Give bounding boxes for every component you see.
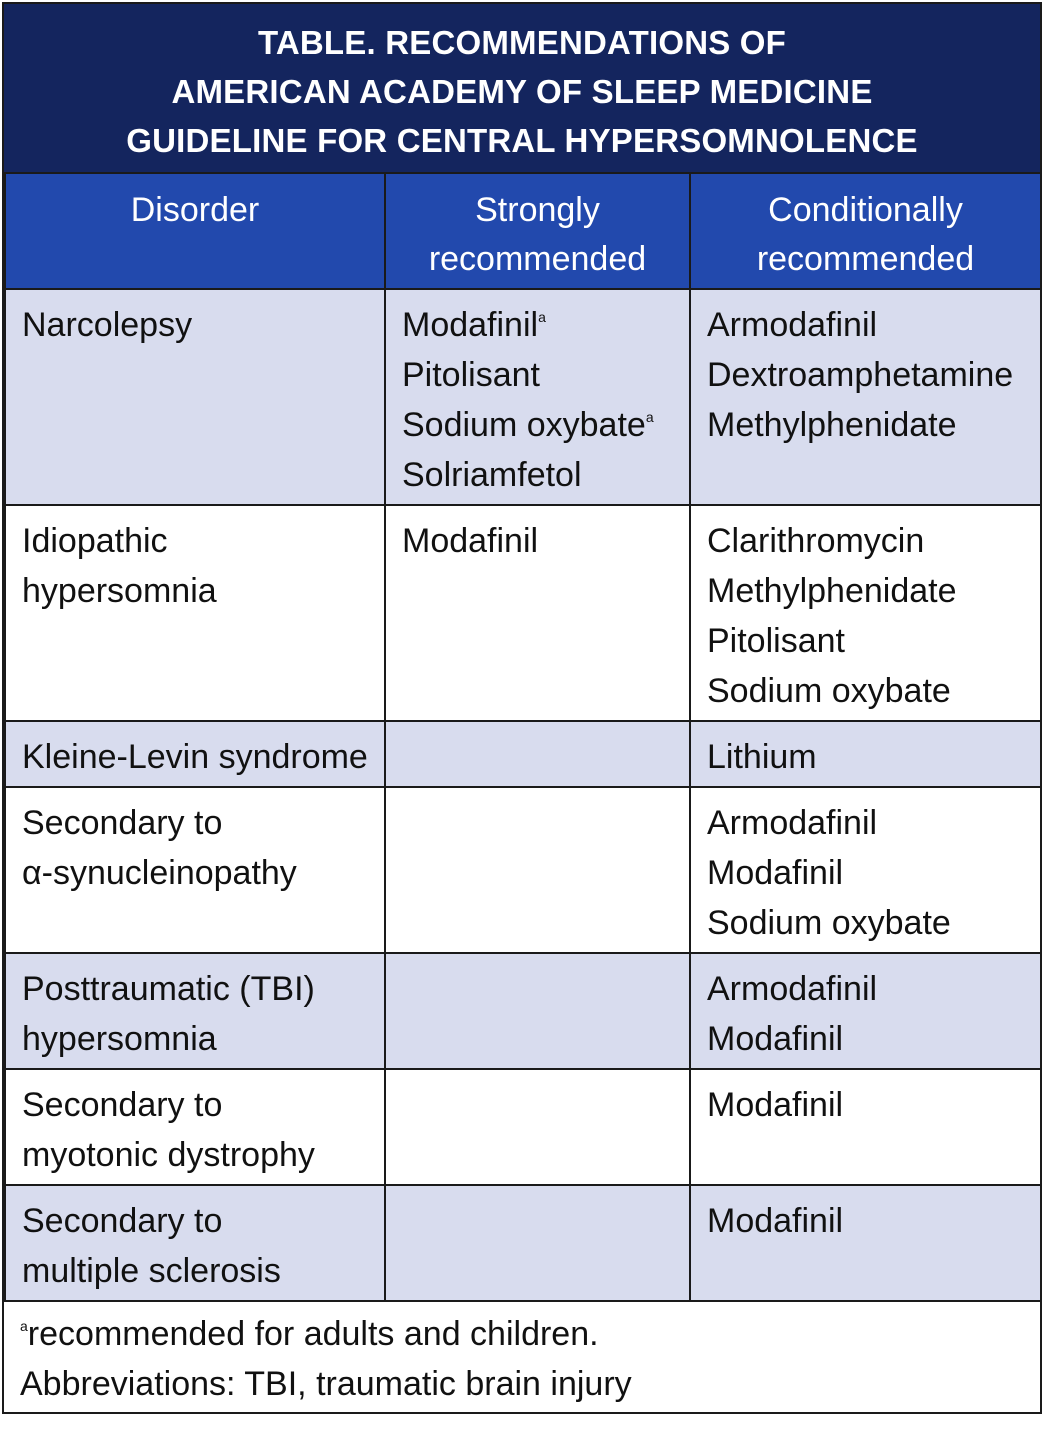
drug-item: Armodafinil xyxy=(707,306,878,344)
footnote-abbreviations: Abbreviations: TBI, traumatic brain injury xyxy=(20,1365,632,1403)
drug-item: Armodafinil xyxy=(707,970,878,1008)
disorder-line: Idiopathic xyxy=(22,522,168,560)
drug-item: Lithium xyxy=(707,738,817,776)
table-body xyxy=(5,289,1041,1301)
table-row xyxy=(5,289,1041,505)
disorder-line: Posttraumatic (TBI) xyxy=(22,970,315,1008)
drug-item: Armodafinil xyxy=(707,804,878,842)
strongly-recommended-cell xyxy=(385,953,690,1069)
disorder-line: α-synucleinopathy xyxy=(22,854,297,892)
footnote-marker: a xyxy=(538,309,546,325)
disorder-cell xyxy=(5,721,385,787)
conditionally-recommended-cell xyxy=(690,1069,1041,1185)
drug-item: Sodium oxybate xyxy=(707,904,951,942)
conditionally-recommended-cell xyxy=(690,1185,1041,1301)
drug-item: Modafinil xyxy=(707,1020,844,1058)
drug-item: Modafinil xyxy=(707,854,844,892)
header-row xyxy=(5,173,1041,289)
conditionally-recommended-cell xyxy=(690,289,1041,505)
drug-item: Modafinil xyxy=(402,522,539,560)
disorder-line: myotonic dystrophy xyxy=(22,1136,315,1174)
disorder-line: Narcolepsy xyxy=(22,306,193,344)
conditionally-recommended-cell xyxy=(690,953,1041,1069)
header-disorder: Disorder xyxy=(5,173,385,289)
drug-item: Pitolisant xyxy=(707,622,845,660)
table-row xyxy=(5,1069,1041,1185)
footnote-a: $^a$recommended for adults and children. xyxy=(20,1315,599,1353)
table-frame xyxy=(2,2,1042,1414)
disorder-line: hypersomnia xyxy=(22,572,217,610)
strongly-recommended-cell xyxy=(385,1185,690,1301)
drug-item: Pitolisant xyxy=(402,356,540,394)
strongly-recommended-cell xyxy=(385,787,690,953)
disorder-cell xyxy=(5,787,385,953)
disorder-line: Secondary to xyxy=(22,804,223,842)
drug-item: Modafinil xyxy=(707,1202,844,1240)
disorder-line: multiple sclerosis xyxy=(22,1252,281,1290)
title-line: GUIDELINE FOR CENTRAL HYPERSOMNOLENCE xyxy=(126,122,918,159)
table-row xyxy=(5,721,1041,787)
strongly-recommended-cell xyxy=(385,721,690,787)
table-title xyxy=(4,4,1040,172)
disorder-line: Kleine-Levin syndrome xyxy=(22,738,368,776)
conditionally-recommended-cell xyxy=(690,721,1041,787)
drug-item: Modafinil xyxy=(707,1086,844,1124)
header-strongly-recommended: Strongly recommended xyxy=(385,173,690,289)
drug-item: Methylphenidate xyxy=(707,406,957,444)
disorder-cell xyxy=(5,505,385,721)
table-row xyxy=(5,1185,1041,1301)
header-conditionally-recommended: Conditionally recommended xyxy=(690,173,1041,289)
disorder-cell xyxy=(5,289,385,505)
drug-item: Dextroamphetamine xyxy=(707,356,1014,394)
conditionally-recommended-cell xyxy=(690,505,1041,721)
conditionally-recommended-cell xyxy=(690,787,1041,953)
title-line: TABLE. RECOMMENDATIONS OF xyxy=(257,24,787,61)
drug-item: Clarithromycin xyxy=(707,522,925,560)
disorder-cell xyxy=(5,1069,385,1185)
strongly-recommended-cell xyxy=(385,505,690,721)
drug-item: Methylphenidate xyxy=(707,572,957,610)
drug-item: Modafinil$^a$ xyxy=(402,306,546,344)
disorder-cell xyxy=(5,953,385,1069)
title-line: AMERICAN ACADEMY OF SLEEP MEDICINE xyxy=(171,73,873,110)
disorder-line: Secondary to xyxy=(22,1086,223,1124)
strongly-recommended-cell xyxy=(385,289,690,505)
table-row xyxy=(5,787,1041,953)
table-row xyxy=(5,505,1041,721)
footnote-marker: a xyxy=(645,409,654,425)
disorder-line: Secondary to xyxy=(22,1202,223,1240)
disorder-cell xyxy=(5,1185,385,1301)
footnote xyxy=(4,1299,1040,1412)
drug-item: Sodium oxybate xyxy=(707,672,951,710)
drug-item: Solriamfetol xyxy=(402,456,582,494)
recommendations-table xyxy=(4,172,1042,1302)
table-row xyxy=(5,953,1041,1069)
disorder-line: hypersomnia xyxy=(22,1020,217,1058)
strongly-recommended-cell xyxy=(385,1069,690,1185)
drug-item: Sodium oxybate$^a$ xyxy=(402,406,654,444)
